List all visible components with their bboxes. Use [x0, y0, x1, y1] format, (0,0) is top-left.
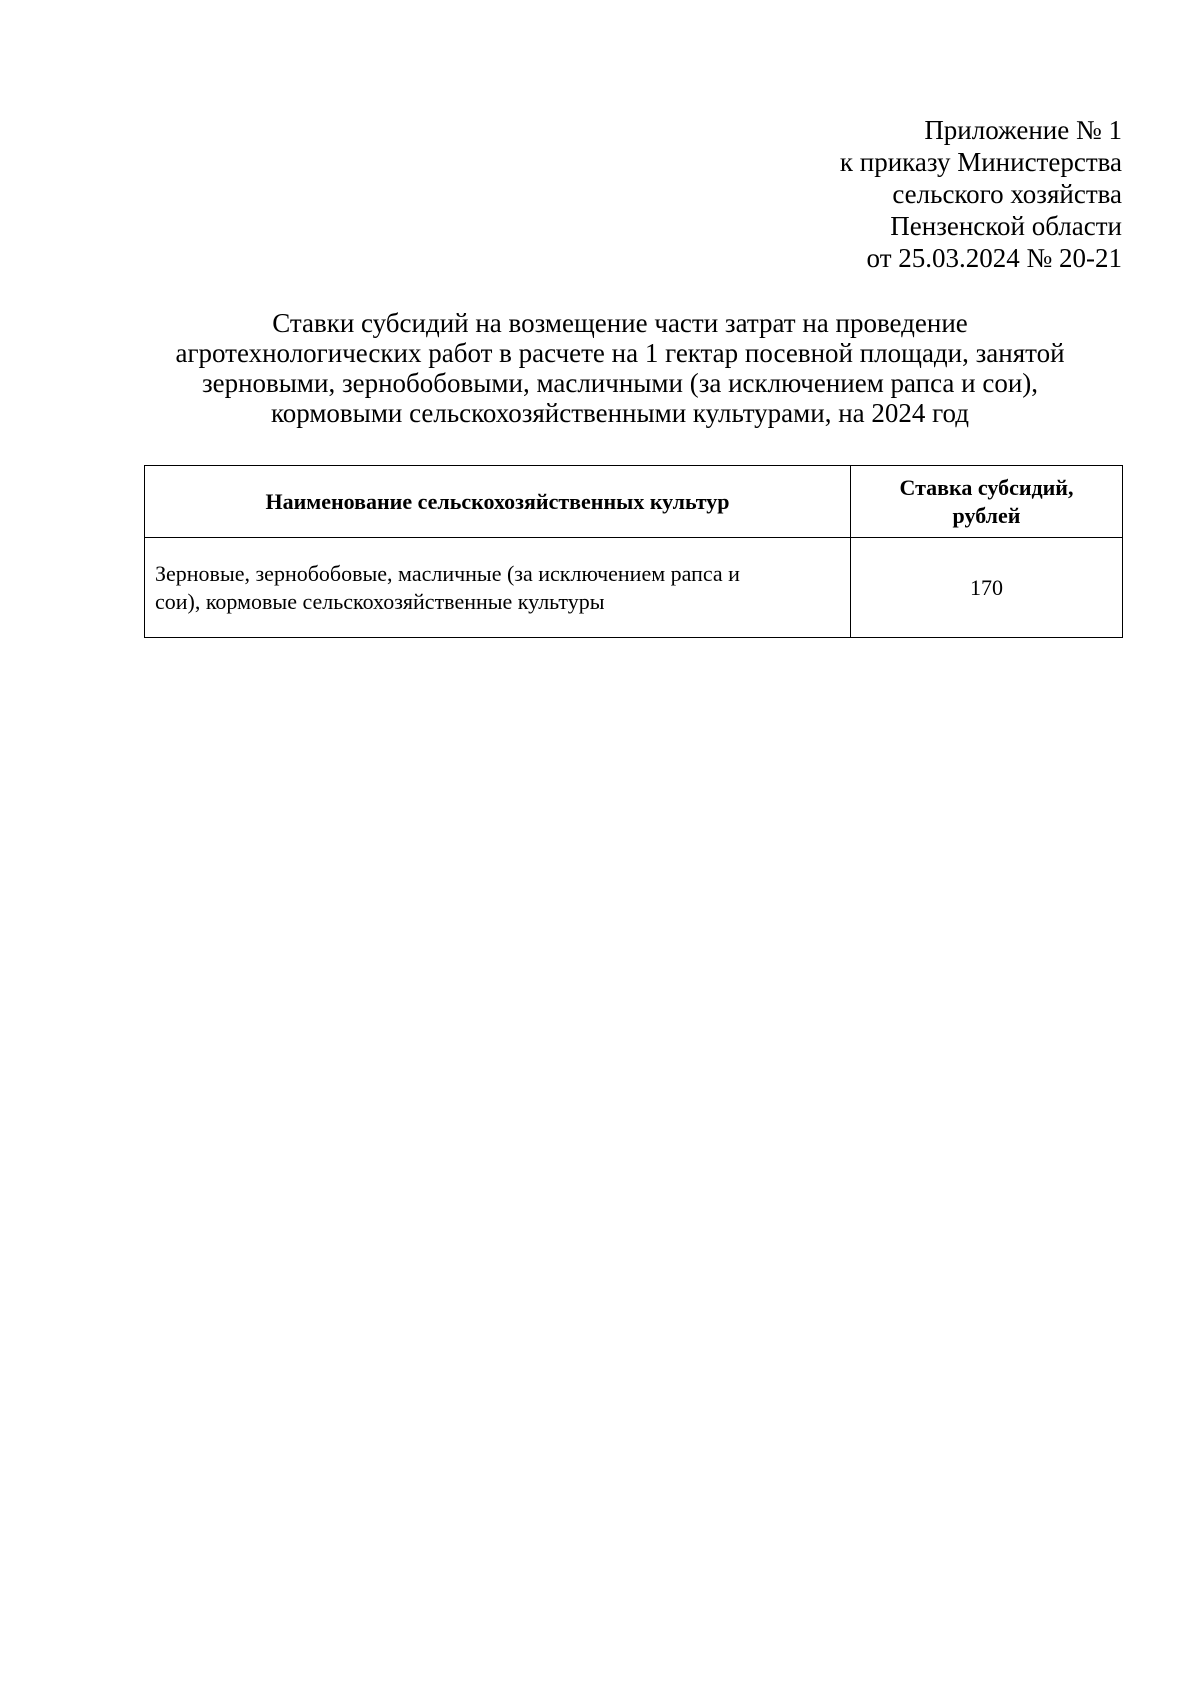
header-crop-name: Наименование сельскохозяйственных культур: [145, 466, 851, 538]
crop-name-cell: [145, 538, 851, 638]
table-header-row: [145, 466, 1123, 538]
subsidy-rates-table: [144, 465, 1123, 638]
appendix-line: сельского хозяйства: [892, 179, 1122, 209]
appendix-line: к приказу Министерства: [839, 147, 1122, 177]
document-title: [140, 308, 1100, 428]
appendix-reference: [702, 114, 1122, 274]
title-line: зерновыми, зернобобовыми, масличными (за исключением рапса и сои),: [201, 368, 1039, 398]
subsidy-rate-value: 170: [851, 538, 1123, 638]
title-line: агротехнологических работ в расчете на 1 гектар посевной площади, занятой: [175, 338, 1065, 368]
appendix-line: Пензенской области: [890, 211, 1122, 241]
appendix-line: Приложение № 1: [924, 115, 1122, 145]
header-rate-line: Ставка субсидий,: [899, 474, 1074, 500]
title-line: кормовыми сельскохозяйственными культурами, на 2024 год: [271, 398, 969, 428]
table-row: [145, 538, 1123, 638]
header-rate-line: рублей: [952, 502, 1021, 528]
crop-name-line: Зерновые, зернобобовые, масличные (за исключением рапса и: [155, 560, 740, 586]
header-subsidy-rate: [851, 466, 1123, 538]
crop-name-line: сои), кормовые сельскохозяйственные культуры: [155, 588, 605, 614]
appendix-line: от 25.03.2024 № 20-21: [866, 243, 1122, 273]
title-line: Ставки субсидий на возмещение части затрат на проведение: [272, 308, 968, 338]
